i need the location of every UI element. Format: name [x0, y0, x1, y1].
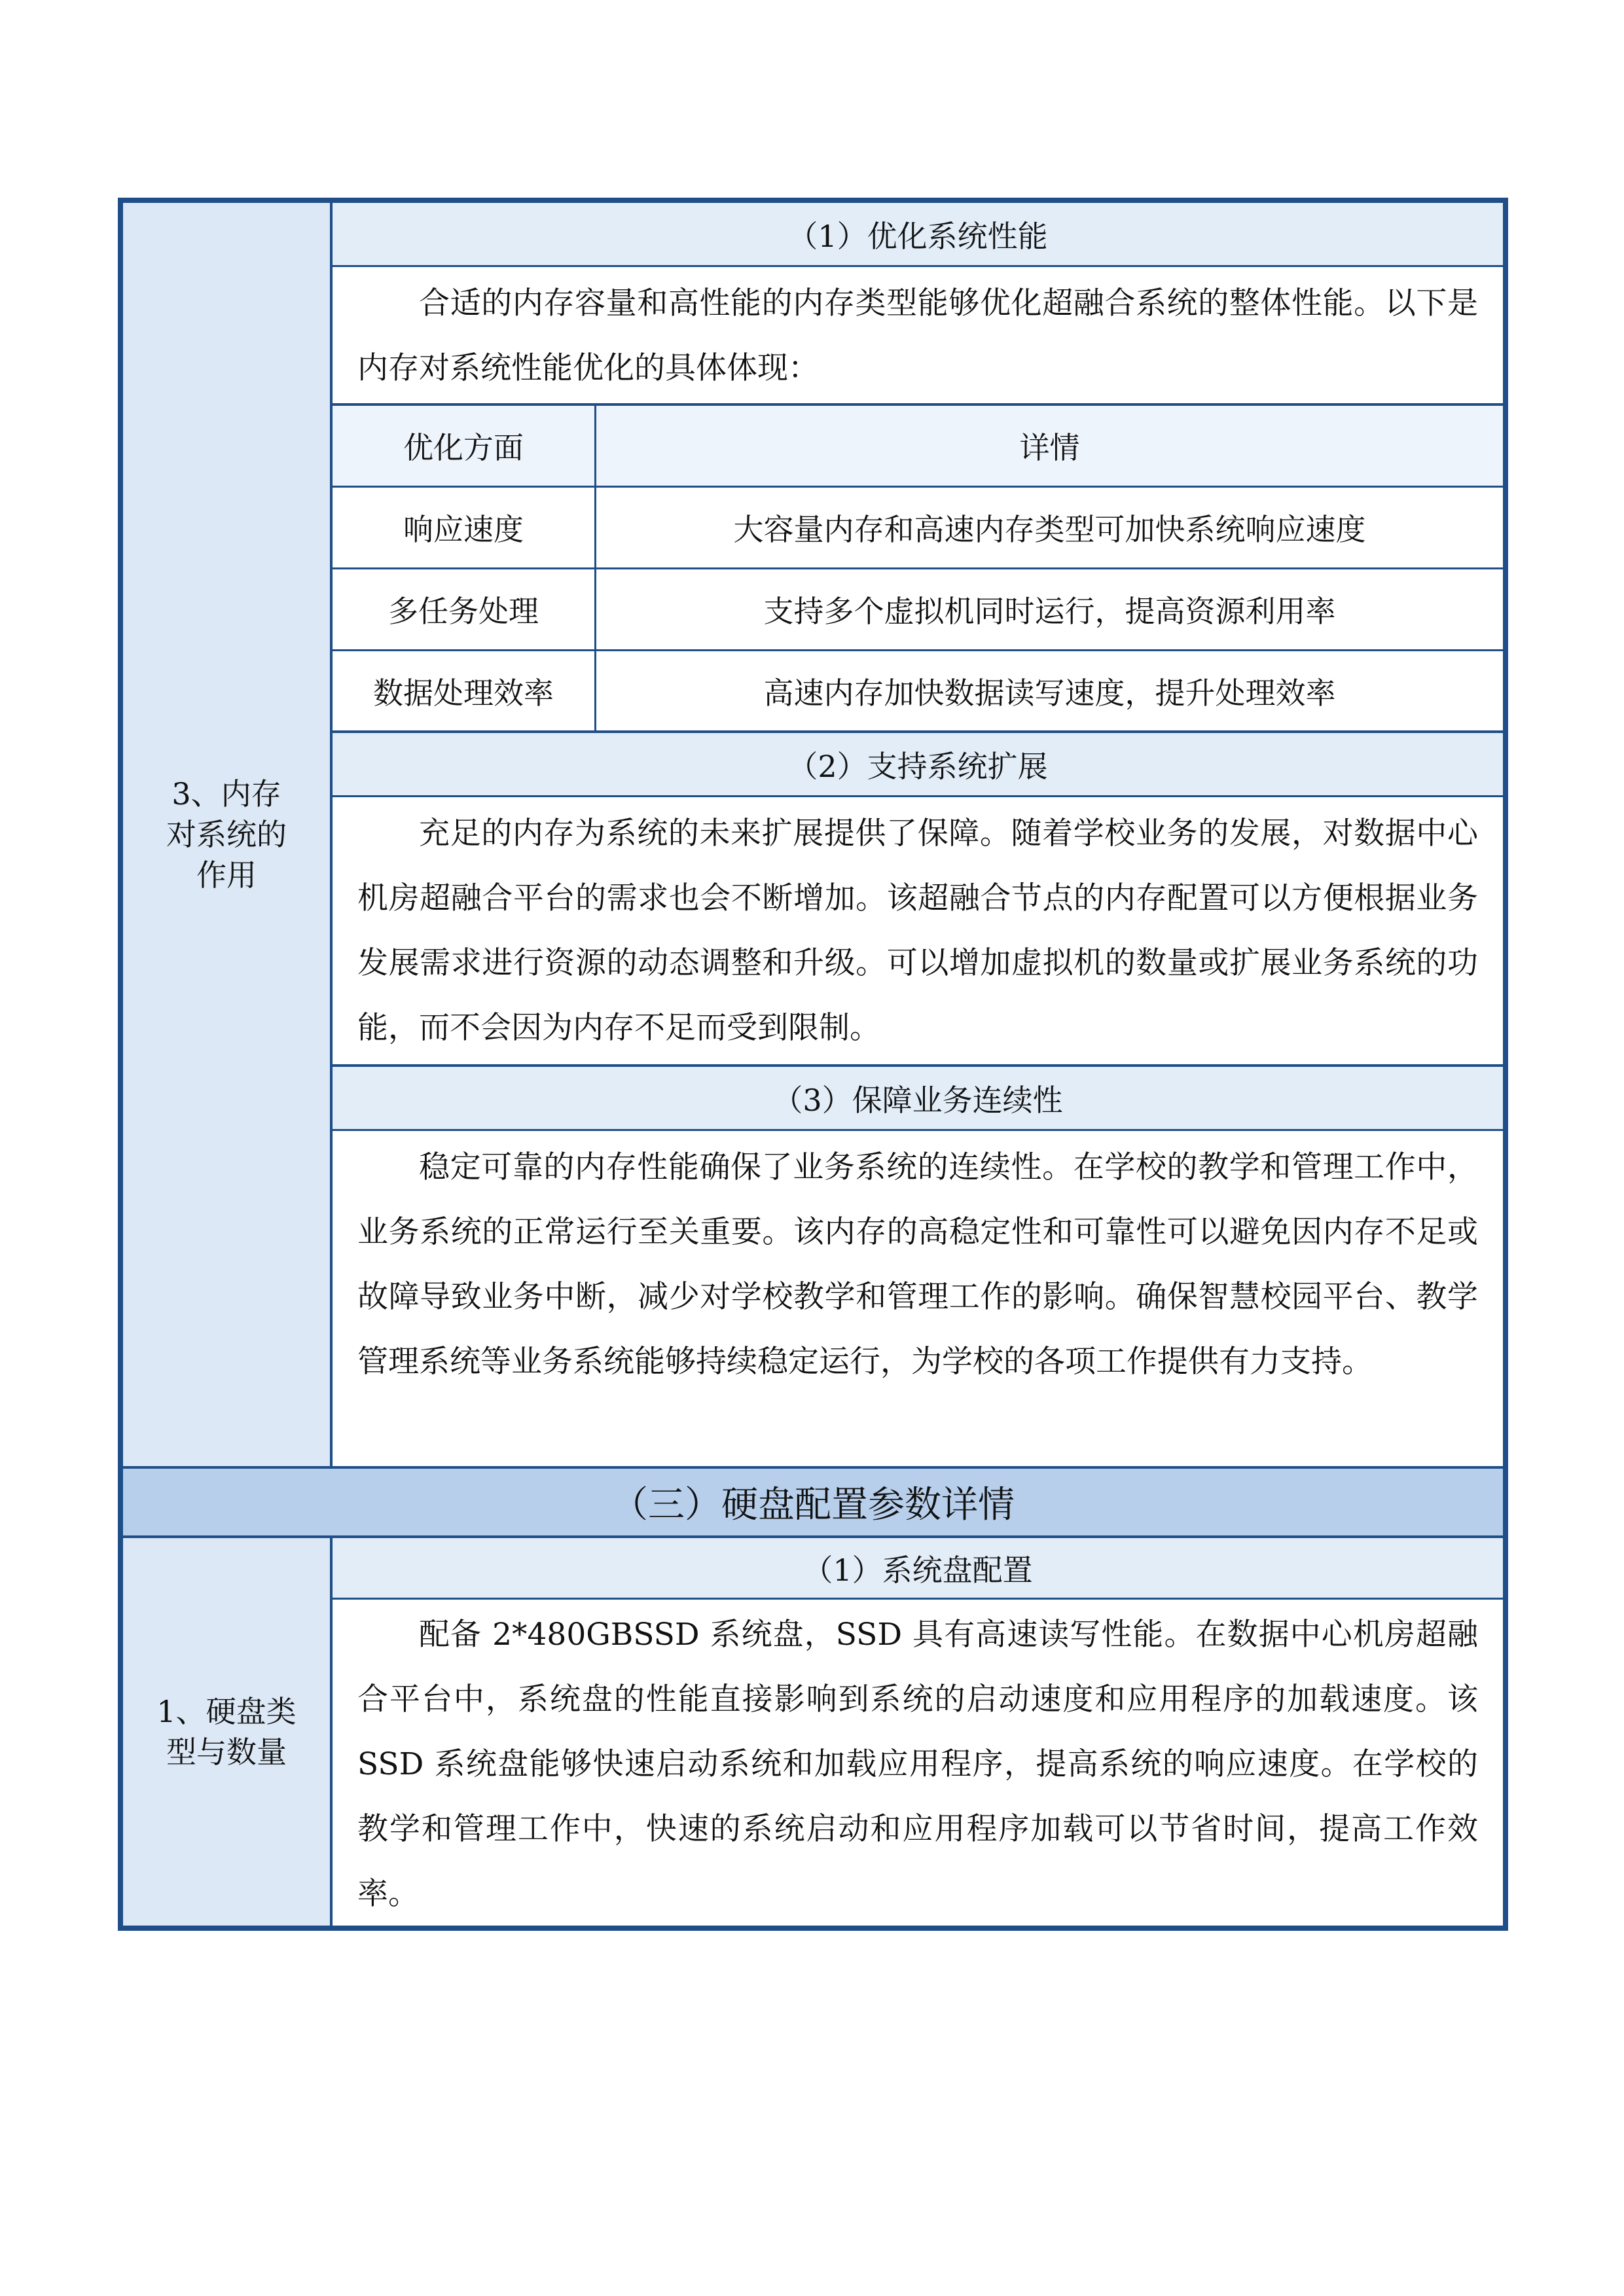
table-cell: 响应速度 — [333, 488, 594, 569]
subsection-title: （1）系统盘配置 — [333, 1538, 1503, 1600]
section-title: （三）硬盘配置参数详情 — [123, 1466, 1503, 1538]
disk-type-label: 1、硬盘类型与数量 — [156, 1694, 297, 1770]
system-disk-paragraph: 配备 2*480GBSSD 系统盘，SSD 具有高速读写性能。在数据中心机房超融合平台中，系统盘的性能直接影响到系统的启动速度和应用程序的加载速度。该 SSD 系统盘能够快速启动系统和加载应用程序，提高系统的响应速度。在学校的教学和管理工作中，快速的系统启动和应用程序加载可以节省时间，提高工作效率。 — [357, 1617, 1478, 1912]
subsection-title: （1）优化系统性能 — [333, 203, 1503, 267]
table-cell: 数据处理效率 — [333, 651, 594, 733]
subsection-title: （2）支持系统扩展 — [333, 733, 1503, 797]
table-cell: 大容量内存和高速内存类型可加快系统响应速度 — [596, 488, 1503, 569]
disk-type-label-cell — [123, 1538, 333, 1926]
disk-config-content — [333, 1538, 1503, 1926]
memory-role-content — [333, 203, 1503, 1466]
table-cell: 高速内存加快数据读写速度，提升处理效率 — [596, 651, 1503, 733]
subsection-title: （3）保障业务连续性 — [333, 1067, 1503, 1131]
intro-paragraph: 合适的内存容量和高性能的内存类型能够优化超融合系统的整体性能。以下是内存对系统性能优化的具体体现： — [333, 267, 1503, 406]
table-cell: 多任务处理 — [333, 569, 594, 651]
optimization-table — [333, 406, 1503, 733]
table-header-cell: 优化方面 — [333, 406, 594, 488]
table-header-cell: 详情 — [596, 406, 1503, 488]
memory-role-label-cell — [123, 203, 333, 1466]
continuity-paragraph: 稳定可靠的内存性能确保了业务系统的连续性。在学校的教学和管理工作中，业务系统的正常运行至关重要。该内存的高稳定性和可靠性可以避免因内存不足或故障导致业务中断，减少对学校教学和管理工作的影响。确保智慧校园平台、教学管理系统等业务系统能够持续稳定运行，为学校的各项工作提供有力支持。 — [357, 1149, 1478, 1380]
content-table — [118, 198, 1508, 1931]
memory-role-label: 3、内存对系统的作用 — [166, 776, 287, 893]
table-cell: 支持多个虚拟机同时运行，提高资源利用率 — [596, 569, 1503, 651]
expansion-paragraph: 充足的内存为系统的未来扩展提供了保障。随着学校业务的发展，对数据中心机房超融合平台的需求也会不断增加。该超融合节点的内存配置可以方便根据业务发展需求进行资源的动态调整和升级。可以增加虚拟机的数量或扩展业务系统的功能，而不会因为内存不足而受到限制。 — [333, 797, 1503, 1067]
